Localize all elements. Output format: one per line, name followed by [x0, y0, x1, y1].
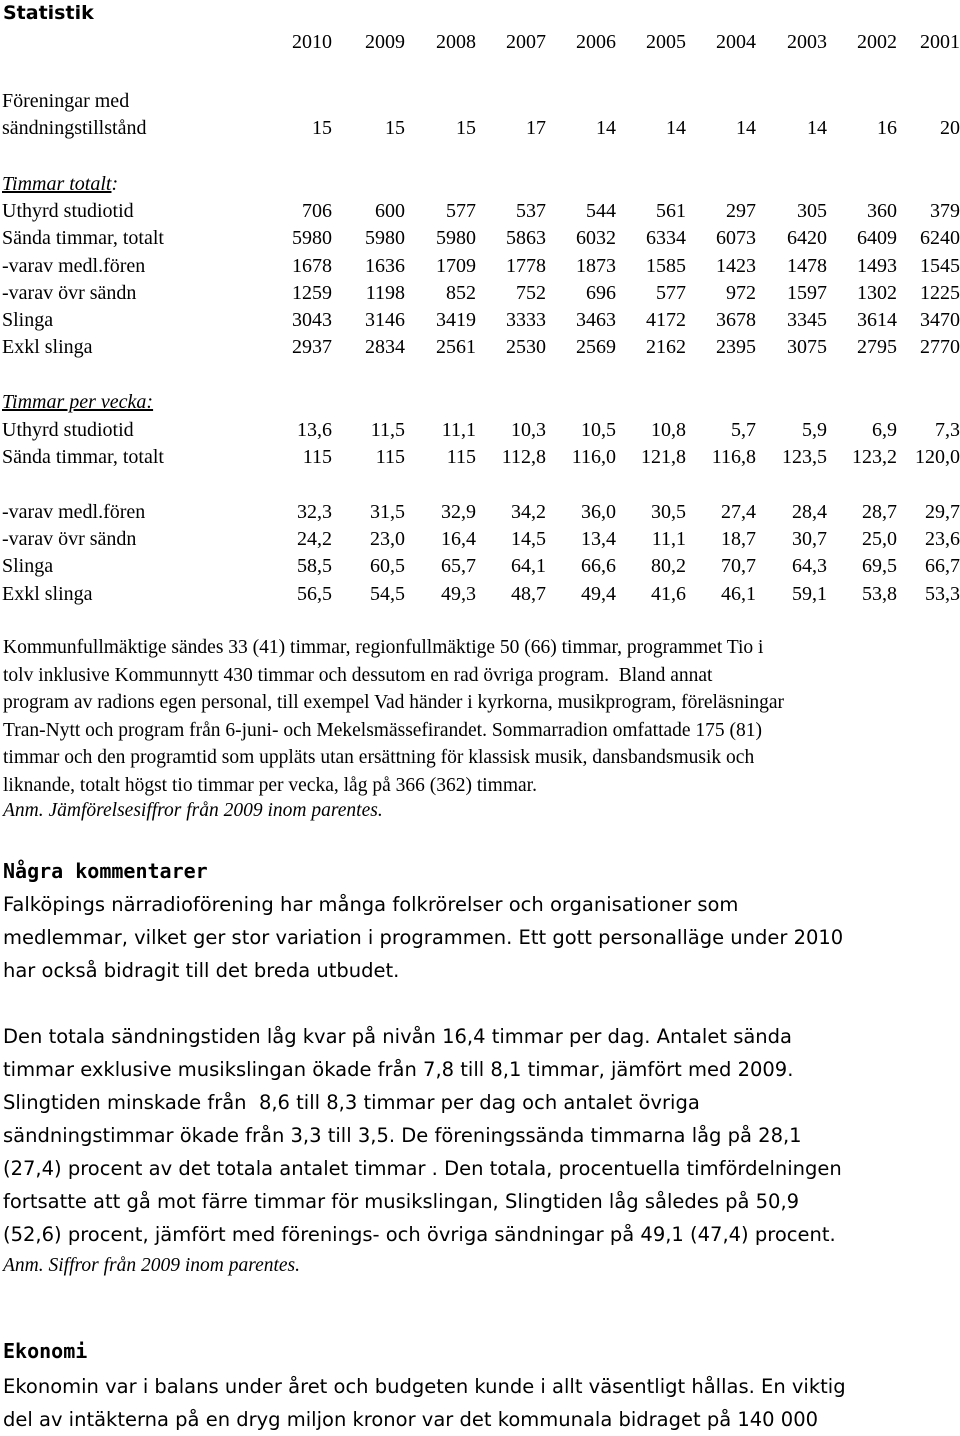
timmar-per-vecka-row-cell: 116,0 — [571, 446, 616, 468]
timmar-totalt-row-cell: 2530 — [506, 336, 546, 358]
timmar-totalt-row-cell: 1478 — [787, 255, 827, 277]
timmar-totalt-row-cell: 5980 — [365, 227, 405, 249]
timmar-per-vecka-row — [2, 583, 960, 609]
section-heading-timmar-totalt — [2, 173, 118, 196]
timmar-per-vecka-row-cell: 10,8 — [651, 419, 686, 441]
timmar-totalt-row-cell: 5863 — [506, 227, 546, 249]
timmar-per-vecka-row-cell: 36,0 — [581, 501, 616, 523]
paragraph-line: del av intäkterna på en dryg miljon kronor var det kommunala bidraget på 140 000 — [3, 1408, 819, 1431]
timmar-totalt-row-cell: 1778 — [506, 255, 546, 277]
year-header-cell: 2005 — [646, 31, 686, 53]
timmar-per-vecka-row-cell: 121,8 — [641, 446, 686, 468]
year-header-row — [2, 31, 960, 57]
timmar-per-vecka-row-cell: 11,1 — [651, 528, 686, 550]
foreningar-row-cell: 17 — [526, 117, 546, 139]
timmar-totalt-row-cell: 3614 — [857, 309, 897, 331]
timmar-totalt-row — [2, 255, 960, 281]
paragraph-line: liknande, totalt högst tio timmar per vecka, låg på 366 (362) timmar. — [3, 774, 537, 796]
timmar-totalt-row-cell: 2162 — [646, 336, 686, 358]
timmar-per-vecka-row-cell: 11,5 — [370, 419, 405, 441]
timmar-totalt-row-label: -varav medl.fören — [2, 255, 146, 277]
year-header-cell: 2009 — [365, 31, 405, 53]
paragraph-line: Tran-Nytt och program från 6-juni- och Mekelsmässefirandet. Sommarradion omfattade 175 (81) — [3, 719, 763, 741]
timmar-totalt-row-cell: 2795 — [857, 336, 897, 358]
timmar-per-vecka-row — [2, 501, 960, 527]
timmar-per-vecka-row-cell: 115 — [446, 446, 476, 468]
paragraph-line: Slingtiden minskade från 8,6 till 8,3 timmar per dag och antalet övriga — [3, 1091, 700, 1114]
timmar-totalt-row-cell: 305 — [797, 200, 827, 222]
timmar-totalt-text: Timmar totalt — [2, 173, 112, 195]
timmar-per-vecka-row-cell: 54,5 — [370, 583, 405, 605]
note-figures-2009: Anm. Siffror från 2009 inom parentes. — [3, 1255, 301, 1276]
timmar-per-vecka-row-cell: 32,3 — [297, 501, 332, 523]
timmar-totalt-row-cell: 2937 — [292, 336, 332, 358]
timmar-totalt-row-cell: 1597 — [787, 282, 827, 304]
timmar-per-vecka-row-cell: 27,4 — [721, 501, 756, 523]
timmar-per-vecka-row-label: Exkl slinga — [2, 583, 93, 605]
timmar-totalt-row-label: Sända timmar, totalt — [2, 227, 164, 249]
paragraph-line: (52,6) procent, jämfört med förenings- och övriga sändningar på 49,1 (47,4) procent. — [3, 1223, 836, 1246]
paragraph-line: sändningstimmar ökade från 3,3 till 3,5. De föreningssända timmarna låg på 28,1 — [3, 1124, 802, 1147]
timmar-per-vecka-row-label: -varav medl.fören — [2, 501, 146, 523]
timmar-per-vecka-row-cell: 23,6 — [925, 528, 960, 550]
timmar-per-vecka-row-cell: 10,5 — [581, 419, 616, 441]
timmar-per-vecka-row-cell: 16,4 — [441, 528, 476, 550]
timmar-totalt-row-cell: 3345 — [787, 309, 827, 331]
paragraph-line: har också bidragit till det breda utbudet. — [3, 959, 400, 982]
timmar-per-vecka-row-cell: 25,0 — [862, 528, 897, 550]
paragraph-line: (27,4) procent av det totala antalet timmar . Den totala, procentuella timfördelningen — [3, 1157, 842, 1180]
timmar-per-vecka-row-cell: 64,3 — [792, 555, 827, 577]
foreningar-row-cell: 16 — [877, 117, 897, 139]
foreningar-row-cell: 14 — [666, 117, 686, 139]
timmar-totalt-row-cell: 561 — [656, 200, 686, 222]
timmar-totalt-row-label: Exkl slinga — [2, 336, 93, 358]
timmar-totalt-row-cell: 3075 — [787, 336, 827, 358]
timmar-totalt-row-cell: 1636 — [365, 255, 405, 277]
year-header-cell: 2007 — [506, 31, 546, 53]
timmar-totalt-row-cell: 600 — [375, 200, 405, 222]
timmar-per-vecka-row-cell: 116,8 — [711, 446, 756, 468]
timmar-per-vecka-row-cell: 80,2 — [651, 555, 686, 577]
timmar-totalt-row-cell: 6334 — [646, 227, 686, 249]
timmar-totalt-row-cell: 852 — [446, 282, 476, 304]
timmar-totalt-row-cell: 1585 — [646, 255, 686, 277]
paragraph-ekonomi — [3, 1370, 958, 1436]
timmar-per-vecka-row-cell: 48,7 — [511, 583, 546, 605]
timmar-per-vecka-row-cell: 49,4 — [581, 583, 616, 605]
timmar-totalt-row-cell: 544 — [586, 200, 616, 222]
timmar-per-vecka-row-cell: 65,7 — [441, 555, 476, 577]
timmar-totalt-row — [2, 227, 960, 253]
section-heading-ekonomi: Ekonomi — [3, 1339, 88, 1363]
timmar-totalt-row-label: Slinga — [2, 309, 54, 331]
foreningar-row — [2, 117, 960, 143]
timmar-totalt-row-cell: 537 — [516, 200, 546, 222]
paragraph-line: Ekonomin var i balans under året och budgeten kunde i allt väsentligt hållas. En viktig — [3, 1375, 846, 1398]
timmar-per-vecka-row-cell: 10,3 — [511, 419, 546, 441]
timmar-totalt-row-cell: 2770 — [920, 336, 960, 358]
timmar-totalt-row-cell: 360 — [867, 200, 897, 222]
year-header-cell: 2004 — [716, 31, 756, 53]
timmar-totalt-row-cell: 2561 — [436, 336, 476, 358]
page-title: Statistik — [3, 2, 94, 24]
timmar-totalt-row-cell: 3463 — [576, 309, 616, 331]
timmar-per-vecka-row-cell: 123,5 — [782, 446, 827, 468]
timmar-per-vecka-row-cell: 13,6 — [297, 419, 332, 441]
timmar-totalt-row-cell: 2834 — [365, 336, 405, 358]
paragraph-kommentarer-1 — [3, 888, 958, 987]
foreningar-row-cell: 15 — [312, 117, 332, 139]
timmar-per-vecka-row-cell: 60,5 — [370, 555, 405, 577]
section-heading-timmar-per-vecka: Timmar per vecka: — [2, 391, 154, 413]
timmar-per-vecka-row-cell: 6,9 — [872, 419, 897, 441]
timmar-per-vecka-row-label: Slinga — [2, 555, 54, 577]
timmar-per-vecka-row-cell: 41,6 — [651, 583, 686, 605]
paragraph-line: timmar och den programtid som uppläts utan ersättning för klassisk musik, dansbandsmusik och — [3, 747, 755, 768]
foreningar-row-cell: 14 — [736, 117, 756, 139]
timmar-totalt-row — [2, 336, 960, 362]
timmar-totalt-row-cell: 1198 — [365, 282, 405, 304]
year-header-cell: 2001 — [920, 31, 960, 53]
year-header-cell: 2010 — [292, 31, 332, 53]
timmar-per-vecka-row-cell: 70,7 — [721, 555, 756, 577]
paragraph-line: Falköpings närradioförening har många folkrörelser och organisationer som — [3, 893, 739, 916]
foreningar-label-line1: Föreningar med — [2, 90, 130, 112]
paragraph-line: program av radions egen personal, till exempel Vad händer i kyrkorna, musikprogram, föreläsningar — [3, 692, 785, 713]
timmar-totalt-row-cell: 4172 — [646, 309, 686, 331]
timmar-totalt-row-cell: 6420 — [787, 227, 827, 249]
timmar-totalt-row-cell: 706 — [302, 200, 332, 222]
timmar-per-vecka-row — [2, 555, 960, 581]
timmar-per-vecka-row-cell: 58,5 — [297, 555, 332, 577]
timmar-totalt-row — [2, 282, 960, 308]
timmar-per-vecka-row-cell: 32,9 — [441, 501, 476, 523]
timmar-totalt-row-cell: 3333 — [506, 309, 546, 331]
timmar-totalt-row-cell: 1545 — [920, 255, 960, 277]
timmar-totalt-row-cell: 1678 — [292, 255, 332, 277]
year-header-cell: 2008 — [436, 31, 476, 53]
timmar-per-vecka-row-cell: 49,3 — [441, 583, 476, 605]
timmar-totalt-row-label: Uthyrd studiotid — [2, 200, 134, 222]
timmar-totalt-row — [2, 309, 960, 335]
timmar-totalt-row-cell: 3043 — [292, 309, 332, 331]
timmar-per-vecka-row-label: -varav övr sändn — [2, 528, 137, 550]
timmar-totalt-row-cell: 379 — [930, 200, 960, 222]
timmar-per-vecka-row-cell: 115 — [302, 446, 332, 468]
timmar-totalt-row-cell: 1302 — [857, 282, 897, 304]
paragraph-broadcast-summary — [3, 634, 958, 799]
timmar-per-vecka-row — [2, 446, 960, 472]
foreningar-row-cell: 15 — [385, 117, 405, 139]
timmar-per-vecka-row-cell: 64,1 — [511, 555, 546, 577]
timmar-per-vecka-row-cell: 46,1 — [721, 583, 756, 605]
timmar-per-vecka-row-cell: 112,8 — [501, 446, 546, 468]
timmar-totalt-row-label: -varav övr sändn — [2, 282, 137, 304]
timmar-per-vecka-row-cell: 28,7 — [862, 501, 897, 523]
timmar-per-vecka-row-cell: 7,3 — [935, 419, 960, 441]
timmar-totalt-row-cell: 1709 — [436, 255, 476, 277]
timmar-totalt-row-cell: 3678 — [716, 309, 756, 331]
foreningar-row-cell: 20 — [940, 117, 960, 139]
timmar-totalt-row-cell: 577 — [656, 282, 686, 304]
timmar-per-vecka-row-cell: 11,1 — [441, 419, 476, 441]
timmar-per-vecka-row-cell: 23,0 — [370, 528, 405, 550]
foreningar-row-cell: 15 — [456, 117, 476, 139]
foreningar-row-cell: 14 — [807, 117, 827, 139]
timmar-per-vecka-row-cell: 66,7 — [925, 555, 960, 577]
timmar-per-vecka-row-cell: 14,5 — [511, 528, 546, 550]
timmar-totalt-row-cell: 6240 — [920, 227, 960, 249]
year-header-cell: 2002 — [857, 31, 897, 53]
timmar-totalt-row-cell: 297 — [726, 200, 756, 222]
year-header-cell: 2003 — [787, 31, 827, 53]
timmar-totalt-row-cell: 3146 — [365, 309, 405, 331]
timmar-per-vecka-row-cell: 30,7 — [792, 528, 827, 550]
timmar-totalt-row-cell: 6032 — [576, 227, 616, 249]
timmar-per-vecka-row-label: Uthyrd studiotid — [2, 419, 134, 441]
paragraph-kommentarer-2 — [3, 1020, 958, 1251]
timmar-totalt-row-cell: 2569 — [576, 336, 616, 358]
foreningar-row-cell: 14 — [596, 117, 616, 139]
timmar-per-vecka-row-cell: 13,4 — [581, 528, 616, 550]
timmar-per-vecka-row-cell: 59,1 — [792, 583, 827, 605]
timmar-totalt-row-cell: 1873 — [576, 255, 616, 277]
timmar-totalt-row-cell: 577 — [446, 200, 476, 222]
timmar-per-vecka-row-cell: 53,8 — [862, 583, 897, 605]
timmar-per-vecka-row-cell: 24,2 — [297, 528, 332, 550]
timmar-per-vecka-row-label: Sända timmar, totalt — [2, 446, 164, 468]
timmar-per-vecka-row-cell: 28,4 — [792, 501, 827, 523]
paragraph-line: tolv inklusive Kommunnytt 430 timmar och dessutom en rad övriga program. Bland annat — [3, 664, 713, 686]
timmar-totalt-colon: : — [111, 173, 119, 195]
timmar-per-vecka-row-cell: 18,7 — [721, 528, 756, 550]
timmar-totalt-row-cell: 5980 — [292, 227, 332, 249]
paragraph-line: Den totala sändningstiden låg kvar på nivån 16,4 timmar per dag. Antalet sända — [3, 1025, 792, 1048]
timmar-totalt-row — [2, 200, 960, 226]
timmar-totalt-row-cell: 972 — [726, 282, 756, 304]
timmar-totalt-row-cell: 5980 — [436, 227, 476, 249]
paragraph-line: fortsatte att gå mot färre timmar för musikslingan, Slingtiden låg således på 50,9 — [3, 1190, 800, 1213]
timmar-totalt-row-cell: 3470 — [920, 309, 960, 331]
paragraph-line: medlemmar, vilket ger stor variation i programmen. Ett gott personalläge under 2010 — [3, 926, 844, 949]
timmar-totalt-row-cell: 6073 — [716, 227, 756, 249]
timmar-totalt-row-cell: 696 — [586, 282, 616, 304]
timmar-per-vecka-row-cell: 5,7 — [731, 419, 756, 441]
timmar-per-vecka-row-cell: 69,5 — [862, 555, 897, 577]
section-heading-kommentarer: Några kommentarer — [3, 859, 208, 883]
foreningar-row-label: sändningstillstånd — [2, 117, 147, 139]
timmar-per-vecka-row-cell: 29,7 — [925, 501, 960, 523]
timmar-per-vecka-row-cell: 34,2 — [511, 501, 546, 523]
timmar-per-vecka-row-cell: 66,6 — [581, 555, 616, 577]
timmar-per-vecka-row-cell: 5,9 — [802, 419, 827, 441]
note-comparison-2009: Anm. Jämförelsesiffror från 2009 inom parentes. — [3, 800, 383, 821]
timmar-per-vecka-row-cell: 53,3 — [925, 583, 960, 605]
timmar-totalt-row-cell: 1225 — [920, 282, 960, 304]
timmar-per-vecka-row-cell: 123,2 — [852, 446, 897, 468]
timmar-totalt-row-cell: 1423 — [716, 255, 756, 277]
timmar-totalt-row-cell: 2395 — [716, 336, 756, 358]
timmar-per-vecka-row-cell: 56,5 — [297, 583, 332, 605]
timmar-per-vecka-row-cell: 115 — [375, 446, 405, 468]
timmar-per-vecka-row-cell: 30,5 — [651, 501, 686, 523]
timmar-totalt-row-cell: 6409 — [857, 227, 897, 249]
timmar-totalt-row-cell: 1259 — [292, 282, 332, 304]
timmar-totalt-row-cell: 752 — [516, 282, 546, 304]
timmar-per-vecka-row-cell: 31,5 — [370, 501, 405, 523]
timmar-per-vecka-row-cell: 120,0 — [915, 446, 960, 468]
paragraph-line: Kommunfullmäktige sändes 33 (41) timmar, regionfullmäktige 50 (66) timmar, programmet Tio i — [3, 637, 764, 658]
timmar-totalt-row-cell: 1493 — [857, 255, 897, 277]
timmar-totalt-row-cell: 3419 — [436, 309, 476, 331]
timmar-per-vecka-row — [2, 419, 960, 445]
paragraph-line: timmar exklusive musikslingan ökade från 7,8 till 8,1 timmar, jämfört med 2009. — [3, 1058, 794, 1081]
year-header-cell: 2006 — [576, 31, 616, 53]
timmar-per-vecka-row — [2, 528, 960, 554]
